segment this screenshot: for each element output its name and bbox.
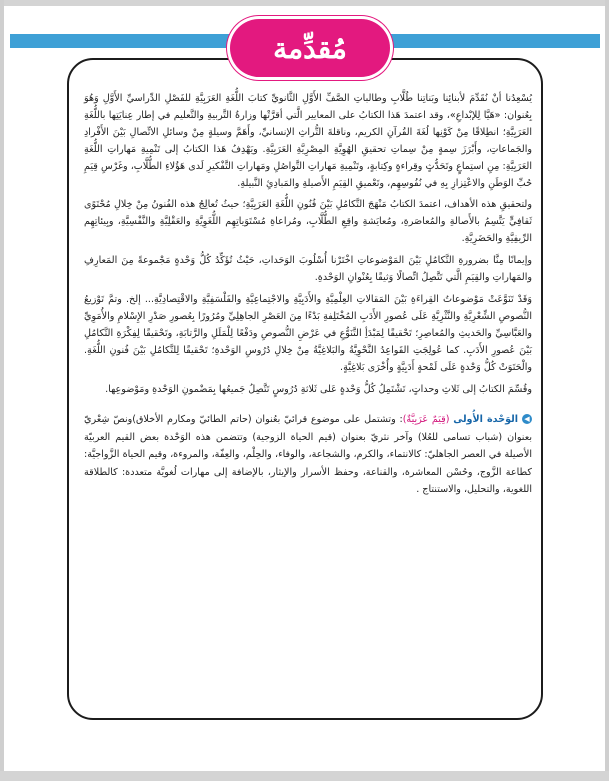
page-frame-left xyxy=(0,0,4,781)
unit-subtitle: (قِيَمٌ عَرَبِيَّةٌ) xyxy=(402,414,450,425)
unit-description: : وتشتمل على موضوع قرائيّ بعُنوان (حاتم الطائيّ ومكارم الأخلاق)ونصّ شِعْريّ بعنوان (شباب تسامى للعُلا) وآخر نثريّ بعنوان (قيم الحياة الزوجية) وتتضمن هذه الوَحْدة بعض القيم العربيّة الأصيلة في العصر الجاهليّ: كالانتماء، والكرم، والشجاعة، والوفاء، والحِلْم، والعِفّة، والمروءة، وقيم الحياة الزَّواجيَّة: كطاعة الزَّوج، وحُسْن المعاشرة، والقناعة، وحفظ الأسرار والإيثار، بالإضافة إلى مهارات لُغويَّة متعددة: كالطلاقة اللغوية، والتحليل، والاستنتاج . xyxy=(84,414,532,495)
page-frame-top xyxy=(0,0,609,6)
paragraph: وقُسِّمَ الكتابُ إلى ثَلاثِ وحداتٍ، تَشْتَمِلُ كُلُّ وَحْدةٍ عَلى ثَلاثةِ دُرُوسٍ تَتَّصِلُ جَميعُها بِمَضْمونِ الوَحْدةِ ومَوْضوعِها. xyxy=(105,384,532,395)
unit-one-section xyxy=(84,411,532,499)
introduction-text xyxy=(84,90,532,499)
unit-heading: الوَحْدة الأُولى xyxy=(453,414,518,425)
paragraph: ولتحقيقِ هذه الأهداف، اعتمدَ الكتابُ مَنْهَجَ التَّكامُلِ بَيْنَ فُنُونِ اللُّغَةِ العَرَبِيَّةِ؛ حيثُ تُعالِجُ هذه الفُنونُ مِنْ خِلالِ مُحْتَوًى ثَقافِيٍّ يَتَّسِمُ بالأَصالةِ والمُعاصَرةِ، ومُعايَشةِ واقِعِ الطُّلَّابِ، ومُراعاةِ مُسْتَوَياتِهِم اللُّغَوِيَّةِ والعَقْلِيَّةِ والنَّفْسِيَّةِ، وبِيئاتِهِم الرِّيفِيَّةِ والحَضَرِيَّةِ. xyxy=(84,199,532,244)
paragraph: وإيمانًا مِنَّا بضرورةِ التَّكامُلِ بَيْنَ المَوْضوعاتِ اخْتَرْنا أُسْلُوبَ الوَحَداتِ، حَيْثُ تُؤَكِّدُ كُلُّ وَحْدةٍ مَجْموعةً مِنَ المَعارِفِ والمَهاراتِ والقِيَمِ الَّتي تَتَّصِلُ اتِّصالًا وَثيقًا بِعُنْوانِ الوَحْدةِ. xyxy=(84,255,532,283)
page-corner xyxy=(575,6,605,34)
title-badge xyxy=(230,19,390,77)
paragraph: وَقَدْ تَنَوَّعَتْ مَوْضوعاتُ القِراءَةِ بَيْنَ المَقالاتِ العِلْمِيَّةِ والأَدَبِيَّةِ والاجْتِماعِيَّةِ والفَلْسَفِيَّةِ والاقْتِصادِيَّةِ... إلخ. وتمَّ تَوْزيعُ النُّصوصِ الشِّعْرِيَّةِ والنَّثْرِيَّةِ عَلَى عُصورِ الأَدَبِ المُخْتَلِفةِ بَدْءًا مِنَ العَصْرِ الجاهِلِيِّ ومُرُورًا بِعُصورِ صَدْرِ الإِسْلامِ والأُمَوِيِّ والعَبَّاسِيِّ والحَديثِ والمُعاصِرِ؛ تَحْقيقًا لِمَبْدَأِ التَّنَوُّعِ في عَرْضِ النُّصوصِ ودَفْعًا لِلْمَلَلِ والرَّتابَةِ، وتَحْقيقًا لِفِكْرَةِ التَّكامُلِ بَيْنَ عُصورِ الأَدَبِ. كما عُولِجَتِ القَواعِدُ النَّحْوِيَّةُ والبَلاغِيَّةُ مِنْ خِلالِ دُرُوسِ الوَحْدةِ؛ تَحْقيقًا لِلتَّكامُلِ بَيْنَ فُنونِ اللُّغَةِ. والْحَتَوَتْ كُلُّ وَحْدةٍ عَلَى لَمْحةٍ أَدَبِيَّةٍ وأُخْرَى بَلاغِيَّةٍ. xyxy=(84,294,532,373)
triangle-bullet-icon: ◀ xyxy=(522,414,532,424)
page-frame-right xyxy=(605,0,609,781)
page-frame-bottom xyxy=(0,771,609,781)
paragraph: يُسْعِدُنا أنْ نُقَدِّمَ لأبنائِنا وبَناتِنا طُلَّابِ وطالباتِ الصَّفِّ الأَوَّلِ الثَّانويِّ كتابَ اللُّغَةِ العَرَبِيَّةِ للفَصْلِ الدِّراسيِّ الأَوَّلِ وَهُوَ بِعُنوان: «هَيَّا لِلإبْداعِ»، وقد اعتمدَ هَذا الكتابُ على المعايير الَّتي أقرَّتْها وزارةُ التَّربيةِ والتَّعليم في إطار عِنايَتِها باللُّغَةِ العَرَبِيَّةِ؛ انطِلاقًا مِنْ كَوْنِها لُغَةَ القُرآنِ الكريم، وناقلةَ التُّراثِ الإنسانيِّ، وأَهَمَّ وسيلةٍ مِنْ وسائلِ الاتِّصالِ بَيْنَ الأَفْرادِ والجَماعاتِ، وأَبْرَزَ سِمةٍ مِنْ سِماتِ تحقيقِ الهُوِيَّةِ المِصْرِيَّةِ العَرَبِيَّةِ. ويَهْدِفُ هَذا الكتابُ إلى تَنْمِيةِ مَهاراتِ اللُّغَةِ العَرَبِيَّةِ: مِنِ استِماعٍ وتَحَدُّثٍ وقِراءةٍ وكِتابةٍ، وتَنْمِيةِ مَهاراتِ التَّواصُلِ ومَهاراتِ التَّفْكيرِ لَدى هَؤُلاءِ الطُّلَّابِ، وغَرْسِ قِيَمِ حُبِّ الوَطَنِ والاعْتِزازِ بِهِ في نُفُوسِهِم، وتَعْميقِ القِيَمِ الأَصيلةِ والمَبادِئِ النَّبيلةِ. xyxy=(84,93,532,189)
page-title: مُقدِّمة xyxy=(273,31,347,65)
